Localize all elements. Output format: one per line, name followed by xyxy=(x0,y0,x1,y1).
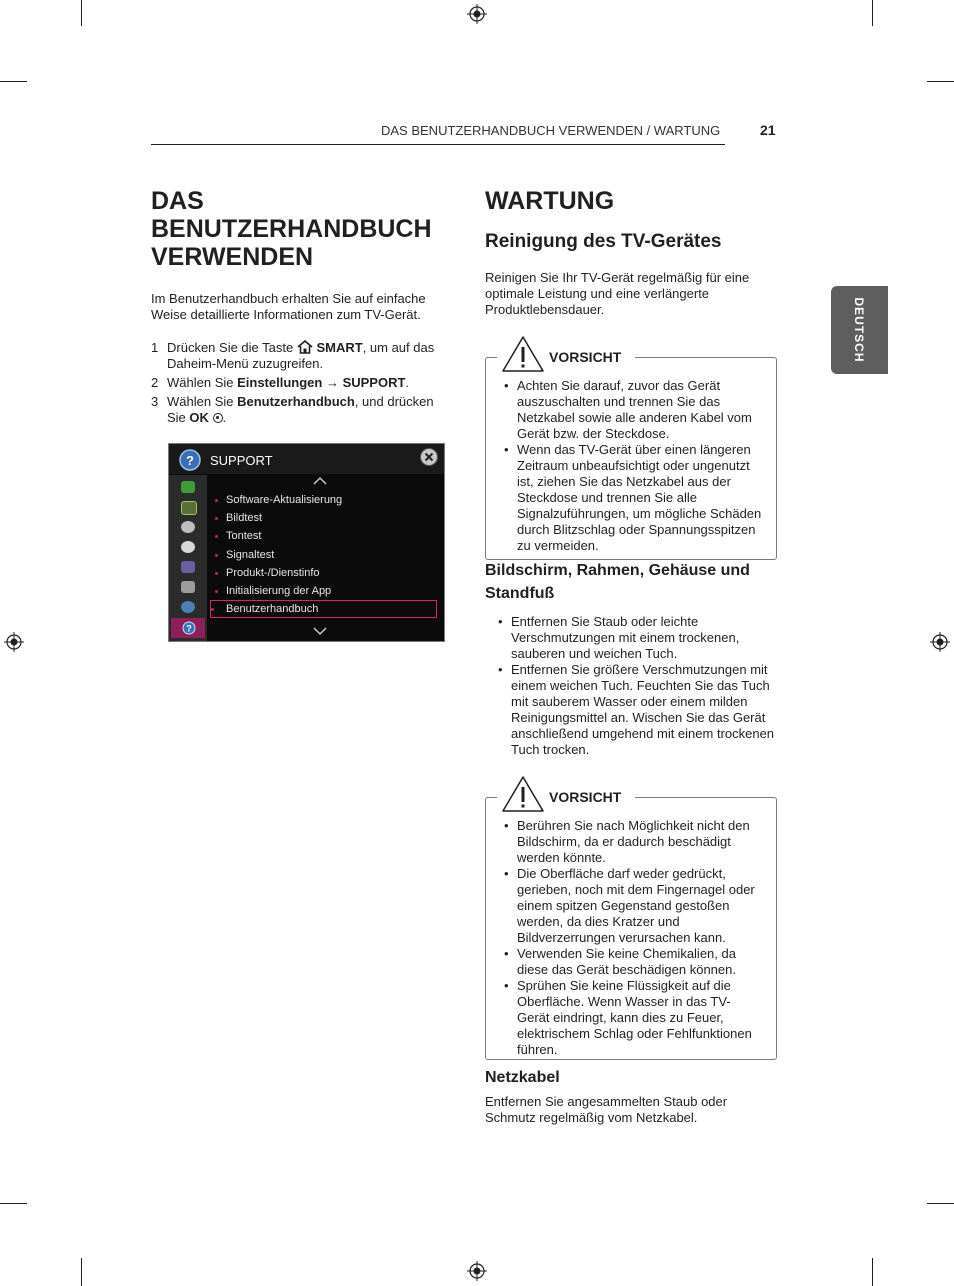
svg-text:?: ? xyxy=(186,623,192,634)
caution-item: • Wenn das TV-Gerät über einen längeren Zeitraum unbeaufsichtigt oder ungenutzt ist, ziehen Sie das Netzkabel aus der Steckdose und trennen Sie alle Signalzuführungen, um mögliche Schäden durch Blitzschlag oder Spannungsspitzen zu vermeiden. xyxy=(501,442,763,554)
header-rule xyxy=(151,144,725,145)
support-category-active[interactable] xyxy=(171,618,205,638)
picture-icon[interactable] xyxy=(181,481,195,493)
warning-triangle-icon xyxy=(501,775,545,813)
step-bold: SMART xyxy=(316,340,363,355)
step-number: 1 xyxy=(151,340,159,355)
crop-mark xyxy=(927,81,954,82)
crop-mark xyxy=(872,0,873,26)
section-title-manual xyxy=(151,187,461,271)
power-cord-text: Entfernen Sie angesammelten Staub oder Schmutz regelmäßig vom Netzkabel. xyxy=(485,1094,728,1125)
subsection-title-cleaning: Reinigung des TV-Gerätes xyxy=(485,231,722,252)
step-arrow: → xyxy=(322,375,343,390)
menu-title: SUPPORT xyxy=(210,453,273,468)
option-icon[interactable] xyxy=(181,581,195,593)
menu-item[interactable]: Initialisierung der App xyxy=(214,582,439,600)
caution-label: VORSICHT xyxy=(549,349,622,365)
scroll-down-icon[interactable] xyxy=(313,627,327,635)
caution-item: • Berühren Sie nach Möglichkeit nicht den Bildschirm, da er dadurch beschädigt werden könnte. xyxy=(501,818,763,866)
svg-text:?: ? xyxy=(186,453,194,468)
caution-item: • Achten Sie darauf, zuvor das Gerät auszuschalten und trennen Sie das Netzkabel sowie alle anderen Kabel vom Gerät bzw. der Steckdose. xyxy=(501,378,763,442)
caution-item: • Verwenden Sie keine Chemikalien, da diese das Gerät beschädigen können. xyxy=(501,946,763,978)
channel-icon[interactable] xyxy=(181,521,195,533)
title-line: BENUTZERHANDBUCH xyxy=(151,215,432,243)
step-text: Wählen Sie xyxy=(167,375,238,390)
crop-mark xyxy=(0,1203,27,1204)
step-text: . xyxy=(222,410,227,425)
step-text: . xyxy=(405,375,410,390)
menu-item[interactable]: Bildtest xyxy=(214,509,439,527)
support-question-icon xyxy=(182,621,196,635)
menu-category-sidebar xyxy=(169,475,207,641)
registration-mark-icon xyxy=(467,4,487,24)
sound-icon[interactable] xyxy=(181,501,197,515)
help-icon xyxy=(178,449,202,471)
cleaning-intro: Reinigen Sie Ihr TV-Gerät regelmäßig für eine optimale Leistung und eine verlängerte Produktlebensdauer. xyxy=(485,270,750,317)
crop-mark xyxy=(81,1258,82,1286)
registration-mark-icon xyxy=(4,632,24,652)
step-bold: Benutzerhandbuch xyxy=(237,394,355,409)
support-menu-screenshot xyxy=(168,443,445,642)
scroll-up-icon[interactable] xyxy=(313,477,327,485)
language-tab-label: DEUTSCH xyxy=(852,297,866,363)
step-item xyxy=(151,340,446,372)
clock-icon[interactable] xyxy=(181,541,195,553)
ok-wheel-icon xyxy=(213,413,223,423)
screen-cleaning-list xyxy=(495,614,779,758)
crop-mark xyxy=(872,1258,873,1286)
caution-header xyxy=(497,774,635,814)
caution-header xyxy=(497,334,635,374)
step-number: 2 xyxy=(151,375,159,390)
subsection-title-screen: Bildschirm, Rahmen, Gehäuse und Standfuß xyxy=(485,562,750,602)
close-icon[interactable] xyxy=(419,447,439,467)
menu-item-list xyxy=(214,491,439,618)
menu-item[interactable]: Signaltest xyxy=(214,546,439,564)
step-number: 3 xyxy=(151,394,159,409)
caution-list xyxy=(501,818,763,1058)
menu-item[interactable]: Software-Aktualisierung xyxy=(214,491,439,509)
caution-list xyxy=(501,378,763,554)
ok-button-label: OK xyxy=(189,410,209,425)
menu-item[interactable]: Produkt-/Dienstinfo xyxy=(214,564,439,582)
cleaning-item: • Entfernen Sie größere Verschmutzungen mit einem weichen Tuch. Feuchten Sie das Tuch mit sauberem Wasser oder einem milden Reinigungsmittel an. Wischen Sie das Gerät anschließend umgehend mit einem trockenen Tuch trocken. xyxy=(495,662,779,758)
subsection-title-power-cord: Netzkabel xyxy=(485,1069,560,1086)
crop-mark xyxy=(927,1203,954,1204)
network-icon[interactable] xyxy=(181,601,195,613)
lock-icon[interactable] xyxy=(181,561,195,573)
warning-triangle-icon xyxy=(501,335,545,373)
step-text: , um auf das Daheim-Menü zuzugreifen. xyxy=(167,340,435,371)
title-line: VERWENDEN xyxy=(151,243,314,271)
step-item xyxy=(151,375,446,391)
step-item xyxy=(151,394,446,426)
step-bold: SUPPORT xyxy=(342,375,406,390)
step-bold: Einstellungen xyxy=(237,375,323,390)
manual-intro: Im Benutzerhandbuch erhalten Sie auf einfache Weise detaillierte Informationen zum TV-Gerät. xyxy=(151,291,426,322)
caution-label: VORSICHT xyxy=(549,789,622,805)
cleaning-item: • Entfernen Sie Staub oder leichte Verschmutzungen mit einem trockenen, sauberen und weichen Tuch. xyxy=(495,614,779,662)
language-tab xyxy=(831,286,888,374)
section-title-maintenance: WARTUNG xyxy=(485,187,615,215)
step-text: Drücken Sie die Taste xyxy=(167,340,297,355)
registration-mark-icon xyxy=(467,1261,487,1281)
step-text: , und drücken Sie xyxy=(167,394,434,425)
title-line: DAS xyxy=(151,187,204,215)
caution-item: • Sprühen Sie keine Flüssigkeit auf die Oberfläche. Wenn Wasser in das TV-Gerät eindringt, kann dies zu Feuer, elektrischem Schlag oder Fehlfunktionen führen. xyxy=(501,978,763,1058)
step-text: Wählen Sie xyxy=(167,394,238,409)
step-list xyxy=(151,340,446,429)
crop-mark xyxy=(0,81,27,82)
crop-mark xyxy=(81,0,82,26)
running-header: DAS BENUTZERHANDBUCH VERWENDEN / WARTUNG xyxy=(381,123,721,138)
registration-mark-icon xyxy=(930,632,950,652)
menu-item[interactable]: Tontest xyxy=(214,527,439,545)
page-number: 21 xyxy=(760,122,776,138)
caution-item: • Die Oberfläche darf weder gedrückt, gerieben, noch mit dem Fingernagel oder einem spitzen Gegenstand gestoßen werden, da dies Kratzer und Bildverzerrungen verursachen kann. xyxy=(501,866,763,946)
home-icon xyxy=(297,340,313,354)
menu-item-selected[interactable]: Benutzerhandbuch xyxy=(210,600,437,618)
